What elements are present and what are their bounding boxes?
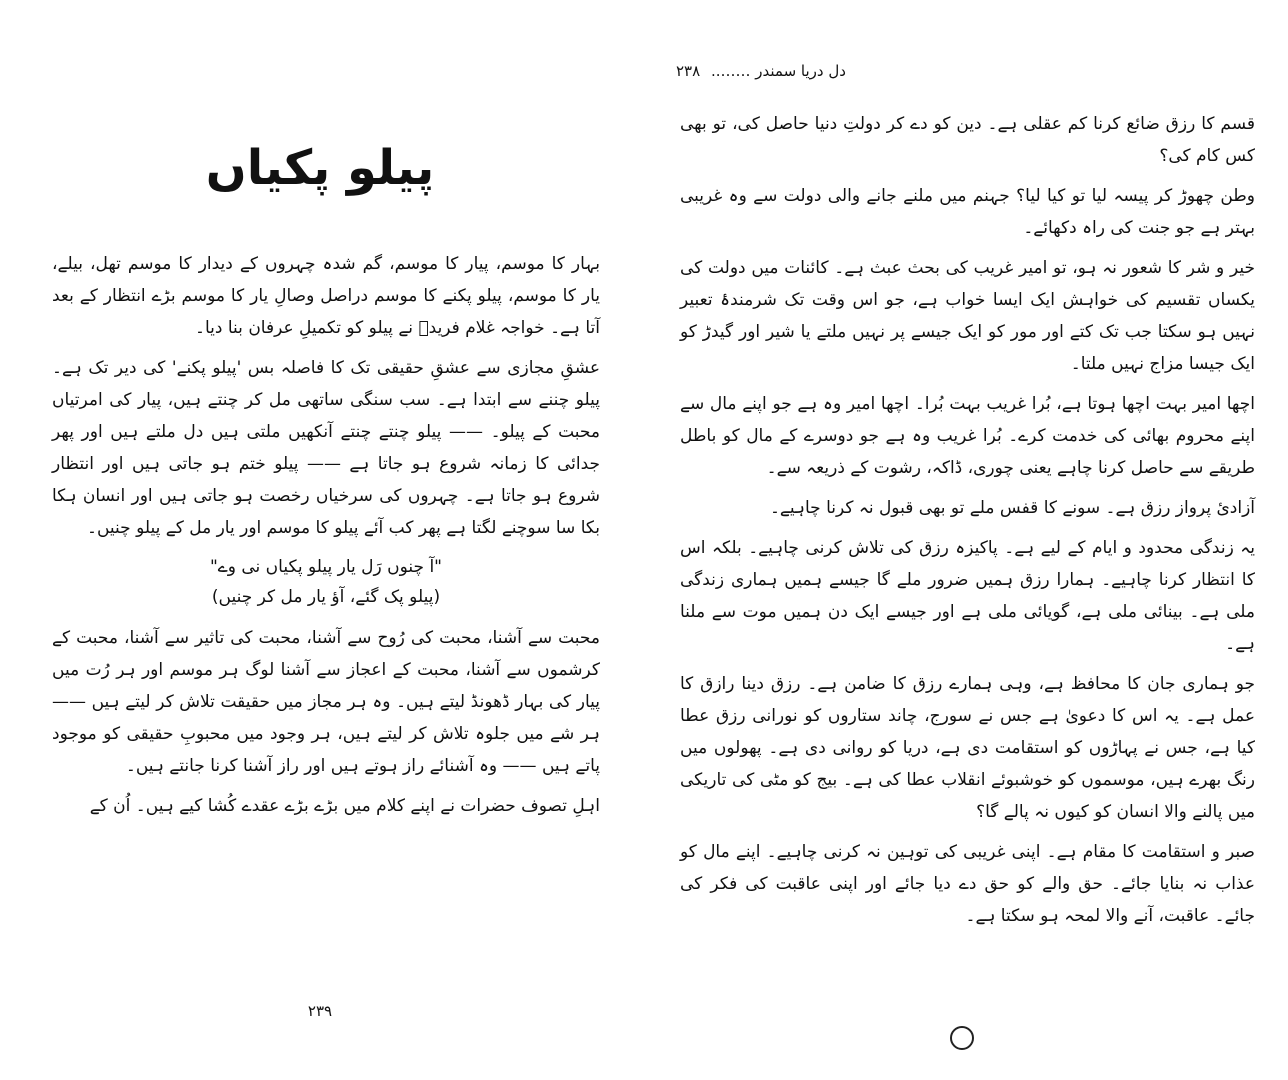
verse-block	[52, 552, 600, 612]
paragraph: محبت سے آشنا، محبت کی رُوح سے آشنا، محبت کی تاثیر سے آشنا، محبت کے کرشموں سے آشنا، محبت کے اعجاز سے آشنا لوگ ہر موسم اور ہر رُت میں پیار کی بہار ڈھونڈ لیتے ہیں۔ وہ ہر مجاز میں حقیقت تلاش کر لیتے ہیں —— ہر شے میں جلوہ تلاش کر لیتے ہیں، ہر وجود میں محبوبِ حقیقی کو موجود پاتے ہیں —— وہ آشنائے راز ہوتے ہیں اور راز آشنا کرنا جانتے ہیں۔	[52, 628, 600, 776]
header-page-number: ۲۳۸	[676, 62, 701, 80]
paragraph: یہ زندگی محدود و ایام کے لیے ہے۔ پاکیزہ رزق کی تلاش کرنی چاہیے۔ بلکہ اس کا انتظار کرنا چاہیے۔ ہمارا رزق ہمیں ضرور ملے گا جیسے ہمیں ہماری زندگی ملی ہے۔ بینائی ملی ہے، گویائی ملی ہے اور جیسے ایک دن ہمیں موت سے ملنا ہے۔	[680, 538, 1255, 654]
header-book-title: دل دریا سمندر	[755, 62, 846, 80]
circle-mark-icon	[950, 1026, 974, 1050]
paragraph: عشقِ مجازی سے عشقِ حقیقی تک کا فاصلہ بس 'پیلو پکنے' کی دیر تک ہے۔ پیلو چننے سے ابتدا ہے۔ سب سنگی ساتھی مل کر چنتے ہیں، پیار کی امرتیاں محبت کے پیلو۔ —— پیلو چنتے چنتے آنکھیں ملتی ہیں دل ملتے ہیں اور پھر جدائی کا زمانہ شروع ہو جاتا ہے —— پیلو ختم ہو جاتی ہیں اور انتظار شروع ہو جاتا ہے۔ چہروں کی سرخیاں رخصت ہو جاتی ہیں اور انسان ہکا بکا سا سوچنے لگتا ہے پھر کب آئے پیلو کا موسم اور یار مل کے پیلو چنیں۔	[52, 358, 600, 538]
chapter-title: پیلو پکیاں	[205, 140, 435, 196]
paragraph: وطن چھوڑ کر پیسہ لیا تو کیا لیا؟ جہنم میں ملنے جانے والی دولت سے وہ غریبی بہتر ہے جو جنت کی راہ دکھائے۔	[680, 186, 1255, 238]
paragraph: قسم کا رزق ضائع کرنا کم عقلی ہے۔ دین کو دے کر دولتِ دنیا حاصل کی، تو بھی کس کام کی؟	[680, 114, 1255, 166]
paragraph: بہار کا موسم، پیار کا موسم، گم شدہ چہروں کے دیدار کا موسم تھل، بیلے، یار کا موسم، پیلو پکنے کا موسم دراصل وصالِ یار کا موسم بڑے انتظار کے بعد آتا ہے۔ خواجہ غلام فریدؒ نے پیلو کو تکمیلِ عرفان بنا دیا۔	[52, 254, 600, 338]
paragraph: خیر و شر کا شعور نہ ہو، تو امیر غریب کی بحث عبث ہے۔ کائنات میں دولت کی یکساں تقسیم کی خواہش ایک ایسا خواب ہے، جو اس وقت تک شرمندۂ تعبیر نہیں ہو سکتا جب تک کتے اور مور کو ایک جیسے پر نہیں ملتے یا شیر اور گیدڑ کو ایک جیسا مزاج نہیں ملتا۔	[680, 258, 1255, 374]
left-page-body	[52, 248, 600, 830]
left-page	[40, 0, 600, 1080]
verse-line: "آ چنوں رَل یار پیلو پکیاں نی وے"	[209, 557, 443, 577]
running-header	[670, 62, 1185, 80]
paragraph: جو ہماری جان کا محافظ ہے، وہی ہمارے رزق کا ضامن ہے۔ رزق دینا رازق کا عمل ہے۔ یہ اس کا دعویٰ ہے جس نے سورج، چاند ستاروں کو نورانی رزق عطا کیا ہے، جس نے پہاڑوں کو استقامت دی ہے، دریا کو روانی دی ہے۔ پھولوں میں رنگ بھرے ہیں، موسموں کو خوشبوئے انقلاب عطا کی ہے۔ بیج کو مٹی کی تاریکی میں پالنے والا انسان کو کیوں نہ پالے گا؟	[680, 674, 1255, 822]
page-number-footer: ۲۳۹	[307, 1002, 333, 1020]
right-page	[670, 0, 1255, 1080]
paragraph: آزادیٔ پرواز رزق ہے۔ سونے کا قفس ملے تو بھی قبول نہ کرنا چاہیے۔	[769, 498, 1255, 518]
verse-line: (پیلو پک گئے، آؤ یار مل کر چنیں)	[211, 587, 441, 607]
paragraph: صبر و استقامت کا مقام ہے۔ اپنی غریبی کی توہین نہ کرنی چاہیے۔ اپنے مال کو عذاب نہ بنایا جائے۔ حق والے کو حق دے دیا جائے اور اپنی عاقبت کی فکر کی جائے۔ عاقبت، آنے والا لمحہ ہو سکتا ہے۔	[680, 842, 1255, 926]
paragraph: اہلِ تصوف حضرات نے اپنے کلام میں بڑے بڑے عقدے کُشا کیے ہیں۔ اُن کے	[89, 796, 600, 816]
right-page-body	[680, 108, 1255, 940]
paragraph: اچھا امیر بہت اچھا ہوتا ہے، بُرا غریب بہت بُرا۔ اچھا امیر وہ ہے جو اپنے مال سے اپنے محروم بھائی کی خدمت کرے۔ بُرا غریب وہ ہے جو دوسرے کے مال کو باطل طریقے سے حاصل کرنا چاہے یعنی چوری، ڈاکہ، رشوت کے ذریعہ سے۔	[680, 394, 1255, 478]
header-dots: ……..	[710, 62, 751, 80]
